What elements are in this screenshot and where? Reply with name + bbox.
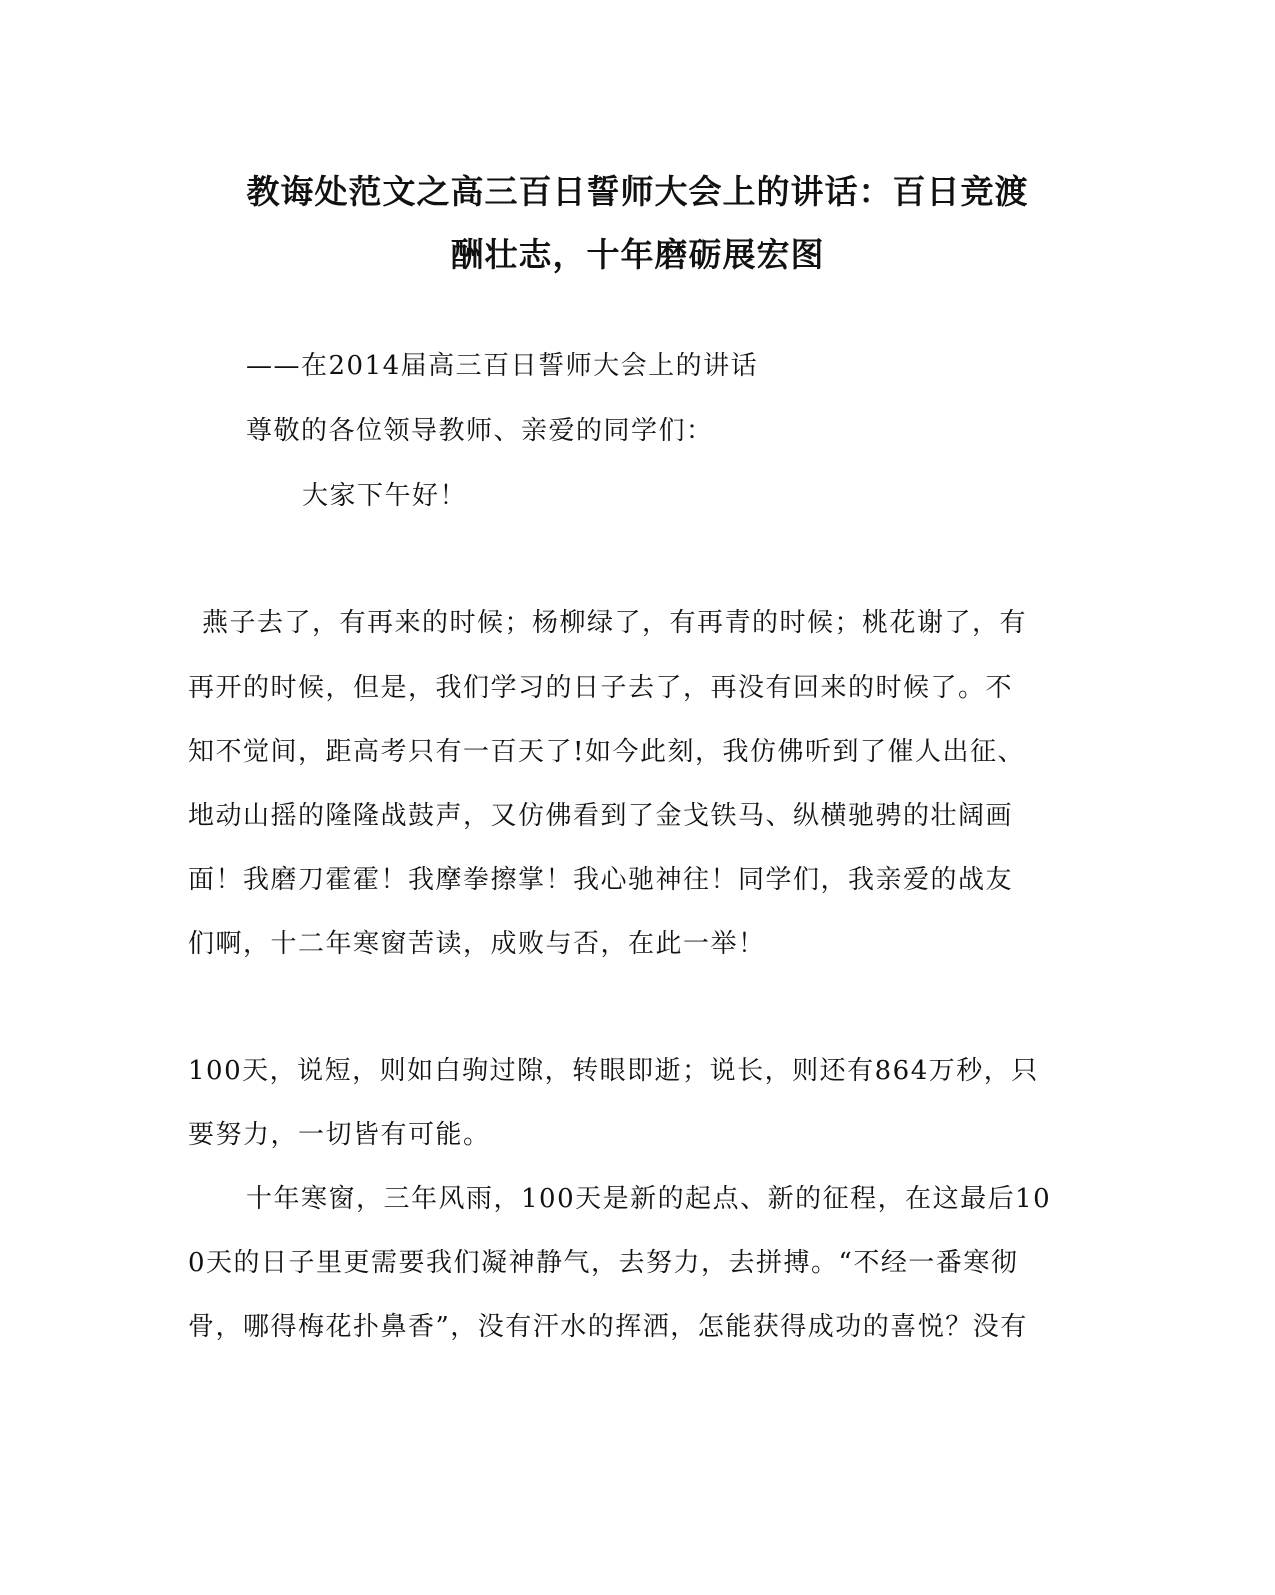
paragraph-3-line-2: 0天的日子里更需要我们凝神静气，去努力，去拼搏。“不经一番寒彻	[188, 1248, 1019, 1278]
salutation: 尊敬的各位领导教师、亲爱的同学们：	[246, 416, 714, 446]
paragraph-1-line-3: 知不觉间，距高考只有一百天了!如今此刻，我仿佛听到了催人出征、	[188, 737, 1025, 767]
paragraph-1-line-5: 面！我磨刀霍霍！我摩拳擦掌！我心驰神往！同学们，我亲爱的战友	[188, 865, 1014, 895]
paragraph-1-line-1: 燕子去了，有再来的时候；杨柳绿了，有再青的时候；桃花谢了，有	[202, 608, 1028, 638]
paragraph-3-line-1: 十年寒窗，三年风雨，100天是新的起点、新的征程，在这最后10	[246, 1184, 1052, 1214]
paragraph-1-line-2: 再开的时候，但是，我们学习的日子去了，再没有回来的时候了。不	[188, 673, 1014, 703]
document-title-line-1: 教诲处范文之高三百日誓师大会上的讲话：百日竞渡	[246, 172, 1029, 211]
document-title-line-2: 酬壮志，十年磨砺展宏图	[450, 235, 825, 274]
paragraph-2-line-1: 100天，说短，则如白驹过隙，转眼即逝；说长，则还有864万秒，只	[188, 1056, 1039, 1086]
document-subtitle: ——在2014届高三百日誓师大会上的讲话	[246, 351, 759, 381]
greeting: 大家下午好！	[302, 481, 468, 511]
paragraph-3-line-3: 骨，哪得梅花扑鼻香”，没有汗水的挥洒，怎能获得成功的喜悦？没有	[188, 1312, 1028, 1342]
paragraph-2-line-2: 要努力，一切皆有可能。	[188, 1120, 491, 1150]
paragraph-1-line-4: 地动山摇的隆隆战鼓声，又仿佛看到了金戈铁马、纵横驰骋的壮阔画	[188, 801, 1014, 831]
paragraph-1-line-6: 们啊，十二年寒窗苦读，成败与否，在此一举！	[188, 929, 766, 959]
